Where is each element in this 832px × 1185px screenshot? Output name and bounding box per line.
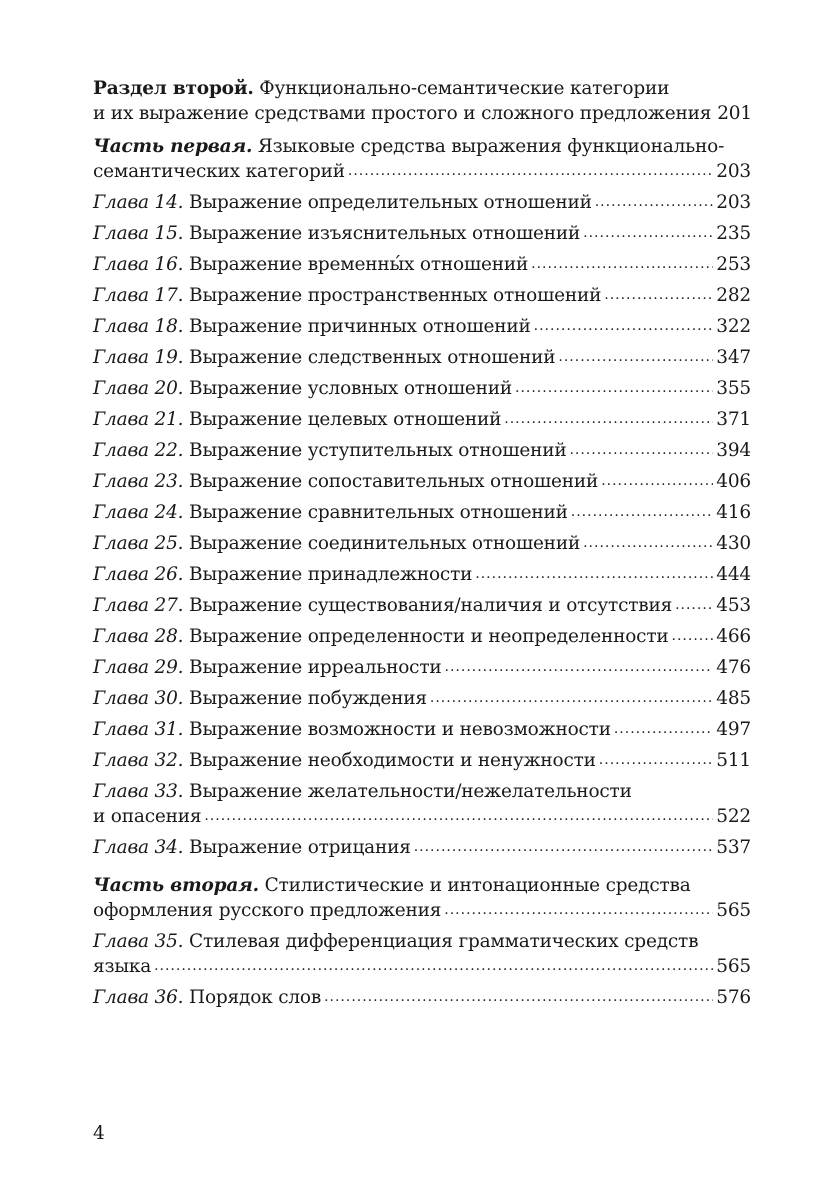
- toc-chapter-35: [93, 929, 751, 979]
- dot-leader: [558, 345, 713, 370]
- page-ref: 253: [716, 254, 751, 275]
- chapter-title: Выражение пространственных отношений: [189, 285, 602, 306]
- dot-leader: [604, 283, 713, 308]
- chapter-title: Выражение следственных отношений: [189, 347, 556, 368]
- chapter-title-line2: и опасения: [93, 806, 202, 827]
- part-label: Часть вторая.: [93, 875, 259, 896]
- toc-chapter-36: [93, 979, 751, 1010]
- dot-leader: [204, 804, 713, 829]
- page-ref: 476: [716, 657, 751, 678]
- page-ref: 347: [716, 347, 751, 368]
- chapter-label: Глава 18.: [93, 316, 184, 337]
- chapter-label: Глава 31.: [93, 719, 184, 740]
- chapter-label: Глава 17.: [93, 285, 184, 306]
- toc-chapter-row: [93, 246, 751, 277]
- chapter-title: Выражение изъяснительных отношений: [189, 223, 581, 244]
- page-ref: 537: [716, 837, 751, 858]
- part-title-line2: семантических категорий: [93, 161, 345, 182]
- toc-chapter-row: [93, 680, 751, 711]
- chapter-title: Выражение отрицания: [189, 837, 411, 858]
- chapter-title: Порядок слов: [189, 987, 322, 1008]
- chapter-label: Глава 21.: [93, 409, 184, 430]
- dot-leader: [154, 954, 713, 979]
- toc-chapter-row: [93, 215, 751, 246]
- page-ref: 203: [716, 161, 751, 182]
- toc-chapter-row: [93, 370, 751, 401]
- dot-leader: [595, 190, 714, 215]
- dot-leader: [534, 314, 714, 339]
- chapter-label: Глава 19.: [93, 347, 184, 368]
- chapter-label: Глава 27.: [93, 595, 184, 616]
- chapter-label: Глава 15.: [93, 223, 184, 244]
- chapter-label: Глава 28.: [93, 626, 184, 647]
- page-ref: 355: [716, 378, 751, 399]
- chapter-title: Выражение побуждения: [189, 688, 427, 709]
- toc-chapter-row: [93, 556, 751, 587]
- page-ref: 576: [716, 987, 751, 1008]
- chapter-label: Глава 34.: [93, 837, 184, 858]
- toc-chapter-row: [93, 649, 751, 680]
- toc-chapter-34: [93, 829, 751, 860]
- toc-chapter-row: [93, 339, 751, 370]
- chapter-title-line1: Выражение желательности/нежелательности: [189, 781, 632, 802]
- chapter-title: Выражение необходимости и ненужности: [189, 750, 596, 771]
- chapter-title: Выражение временны́х отношений: [189, 254, 529, 275]
- dot-leader: [430, 686, 713, 711]
- toc-chapter-row: [93, 494, 751, 525]
- toc-chapter-row: [93, 525, 751, 556]
- page-ref: 430: [716, 533, 751, 554]
- page-ref: 394: [716, 440, 751, 461]
- page-ref: 565: [716, 900, 751, 921]
- dot-leader: [515, 376, 713, 401]
- page-ref: 322: [716, 316, 751, 337]
- page-number: 4: [93, 1123, 105, 1144]
- toc-chapter-row: [93, 587, 751, 618]
- chapter-title: Выражение целевых отношений: [189, 409, 502, 430]
- chapter-label: Глава 36.: [93, 987, 184, 1008]
- page-ref: 444: [716, 564, 751, 585]
- dot-leader: [444, 898, 713, 923]
- chapter-label: Глава 20.: [93, 378, 184, 399]
- page-ref: 203: [716, 192, 751, 213]
- page-ref: 282: [716, 285, 751, 306]
- page-ref: 565: [716, 956, 751, 977]
- chapter-title: Выражение ирреальности: [189, 657, 442, 678]
- chapter-label: Глава 26.: [93, 564, 184, 585]
- chapter-label: Глава 23.: [93, 471, 184, 492]
- toc-chapter-row: [93, 308, 751, 339]
- chapter-title: Выражение принадлежности: [189, 564, 473, 585]
- page-ref: 371: [716, 409, 751, 430]
- chapter-title: Выражение сопоставительных отношений: [189, 471, 599, 492]
- page-ref: 416: [716, 502, 751, 523]
- toc-chapter-row: [93, 184, 751, 215]
- dot-leader: [599, 748, 713, 773]
- chapter-label: Глава 14.: [93, 192, 184, 213]
- chapter-label: Глава 16.: [93, 254, 184, 275]
- chapter-title: Выражение существования/наличия и отсутствия: [189, 595, 673, 616]
- section-label: Раздел второй.: [93, 78, 254, 99]
- toc-chapter-row: [93, 401, 751, 432]
- toc-chapter-33: [93, 779, 751, 829]
- chapter-list: [93, 184, 751, 773]
- part-title-line1: Языковые средства выражения функционально-: [257, 136, 725, 157]
- toc-chapter-row: [93, 742, 751, 773]
- part-title-line1: Стилистические и интонационные средства: [264, 875, 691, 896]
- toc-chapter-row: [93, 711, 751, 742]
- dot-leader: [531, 252, 713, 277]
- dot-leader: [414, 835, 714, 860]
- section-title-line1: Функционально-семантические категории: [259, 78, 670, 99]
- page-ref: 485: [716, 688, 751, 709]
- chapter-title: Выражение уступительных отношений: [189, 440, 567, 461]
- dot-leader: [504, 407, 713, 432]
- chapter-title-line1: Стилевая дифференциация грамматических средств: [189, 931, 699, 952]
- dot-leader: [475, 562, 713, 587]
- page-ref: 466: [716, 626, 751, 647]
- chapter-label: Глава 35.: [93, 931, 184, 952]
- chapter-title: Выражение соединительных отношений: [189, 533, 581, 554]
- section-title-line2: и их выражение средствами простого и сложного предложения: [93, 103, 712, 124]
- dot-leader: [571, 500, 714, 525]
- dot-leader: [614, 717, 713, 742]
- dot-leader: [324, 985, 713, 1010]
- page-ref: 235: [716, 223, 751, 244]
- chapter-title: Выражение сравнительных отношений: [189, 502, 568, 523]
- chapter-label: Глава 24.: [93, 502, 184, 523]
- part-label: Часть первая.: [93, 136, 253, 157]
- dot-leader: [601, 469, 713, 494]
- table-of-contents: [93, 76, 751, 1010]
- toc-chapter-row: [93, 463, 751, 494]
- dot-leader: [583, 531, 713, 556]
- chapter-title: Выражение определительных отношений: [189, 192, 592, 213]
- toc-chapter-row: [93, 618, 751, 649]
- toc-part-second: [93, 873, 751, 923]
- toc-section-second: [93, 76, 751, 126]
- page-ref: 453: [716, 595, 751, 616]
- dot-leader: [348, 159, 713, 184]
- chapter-label: Глава 30.: [93, 688, 184, 709]
- page-ref: 511: [716, 750, 751, 771]
- dot-leader: [583, 221, 713, 246]
- page-ref: 201: [717, 103, 752, 124]
- part-title-line2: оформления русского предложения: [93, 900, 442, 921]
- chapter-title: Выражение возможности и невозможности: [189, 719, 611, 740]
- dot-leader: [672, 624, 714, 649]
- chapter-label: Глава 29.: [93, 657, 184, 678]
- dot-leader: [675, 593, 713, 618]
- chapter-title: Выражение определенности и неопределенности: [189, 626, 669, 647]
- chapter-title: Выражение причинных отношений: [189, 316, 531, 337]
- chapter-label: Глава 33.: [93, 781, 184, 802]
- chapter-label: Глава 32.: [93, 750, 184, 771]
- dot-leader: [445, 655, 714, 680]
- dot-leader: [569, 438, 713, 463]
- toc-chapter-row: [93, 277, 751, 308]
- toc-part-first: [93, 134, 751, 184]
- page-ref: 497: [716, 719, 751, 740]
- page-ref: 522: [716, 806, 751, 827]
- chapter-label: Глава 22.: [93, 440, 184, 461]
- toc-chapter-row: [93, 432, 751, 463]
- chapter-title-line2: языка: [93, 956, 152, 977]
- page-ref: 406: [716, 471, 751, 492]
- chapter-label: Глава 25.: [93, 533, 184, 554]
- chapter-title: Выражение условных отношений: [189, 378, 512, 399]
